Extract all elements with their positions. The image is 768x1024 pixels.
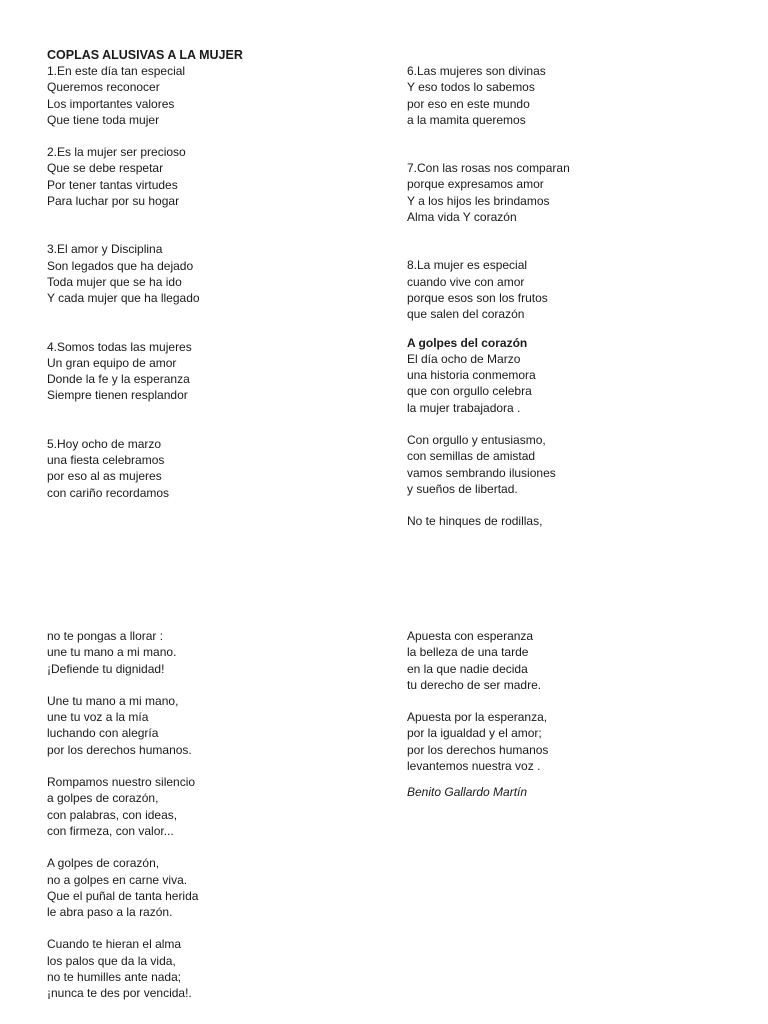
verse-line: en la que nadie decida	[407, 661, 528, 676]
verse-line: 3.El amor y Disciplina	[47, 242, 163, 257]
verse-line: A golpes de corazón,	[47, 856, 160, 871]
right-column-bottom	[407, 628, 737, 801]
verse-line: levantemos nuestra voz .	[407, 759, 541, 774]
verse-line: Y cada mujer que ha llegado	[47, 291, 200, 306]
verse-line: Cuando te hieran el alma	[47, 937, 182, 952]
verse-line: por eso al as mujeres	[47, 469, 162, 484]
verse-line: Y a los hijos les brindamos	[407, 193, 550, 208]
verse-line: no a golpes en carne viva.	[47, 872, 188, 887]
verse-line: con firmeza, con valor...	[47, 823, 174, 838]
copla-5	[47, 436, 377, 501]
verse-line: Un gran equipo de amor	[47, 355, 177, 370]
copla-1	[47, 63, 377, 128]
left-column-bottom	[47, 628, 377, 1002]
verse-line: une tu voz a la mía	[47, 710, 149, 725]
verse-line: porque esos son los frutos	[407, 290, 548, 305]
poem-stanza	[47, 693, 377, 758]
verse-line: a la mamita queremos	[407, 112, 526, 127]
copla-7	[407, 160, 737, 225]
verse-line: Que se debe respetar	[47, 161, 164, 176]
verse-line: Y eso todos lo sabemos	[407, 80, 535, 95]
verse-line: por eso en este mundo	[407, 96, 530, 111]
verse-line: una historia conmemora	[407, 368, 536, 383]
verse-line: Queremos reconocer	[47, 80, 160, 95]
verse-line: Apuesta con esperanza	[407, 629, 534, 643]
copla-6	[407, 63, 737, 128]
verse-line: 6.Las mujeres son divinas	[407, 64, 546, 78]
verse-line: ¡nunca te des por vencida!.	[47, 986, 192, 1001]
verse-line: con semillas de amistad	[407, 449, 536, 464]
verse-line: 2.Es la mujer ser precioso	[47, 145, 186, 160]
verse-line: une tu mano a mi mano.	[47, 645, 177, 660]
verse-line: Alma vida Y corazón	[407, 210, 517, 225]
verse-line: 4.Somos todas las mujeres	[47, 339, 192, 354]
verse-line: por la igualdad y el amor;	[407, 726, 542, 741]
poem-stanza	[47, 628, 377, 677]
verse-line: una fiesta celebramos	[47, 453, 165, 468]
verse-line: que salen del corazón	[407, 307, 525, 322]
verse-line: ¡Defiende tu dignidad!	[47, 661, 165, 676]
verse-line: El día ocho de Marzo	[407, 351, 521, 366]
verse-line: porque expresamos amor	[407, 177, 544, 192]
poem-stanza	[407, 432, 737, 497]
verse-line: 1.En este día tan especial	[47, 64, 186, 78]
poem-stanza	[47, 855, 377, 920]
verse-line: cuando vive con amor	[407, 274, 525, 289]
copla-8	[407, 257, 737, 322]
poem-stanza	[407, 351, 737, 416]
verse-line: 7.Con las rosas nos comparan	[407, 161, 570, 176]
verse-line: Toda mujer que se ha ido	[47, 274, 182, 289]
verse-line: Con orgullo y entusiasmo,	[407, 433, 546, 448]
verse-line: Rompamos nuestro silencio	[47, 775, 196, 790]
verse-line: Que el puñal de tanta herida	[47, 888, 199, 903]
poem-stanza	[407, 628, 737, 693]
poem-stanza	[47, 774, 377, 839]
verse-line: con palabras, con ideas,	[47, 807, 178, 822]
verse-line: 8.La mujer es especial	[407, 258, 528, 273]
verse-line: Para luchar por su hogar	[47, 194, 180, 209]
verse-line: vamos sembrando ilusiones	[407, 465, 556, 480]
document-title: COPLAS ALUSIVAS A LA MUJER	[47, 48, 243, 62]
poem-stanza	[47, 936, 377, 1001]
verse-line: Donde la fe y la esperanza	[47, 372, 190, 387]
verse-line: Son legados que ha dejado	[47, 258, 194, 273]
verse-line: le abra paso a la razón.	[47, 905, 173, 920]
poem-stanza	[407, 709, 737, 774]
verse-line: los palos que da la vida,	[47, 953, 176, 968]
verse-line: por los derechos humanos	[407, 742, 549, 757]
verse-line: y sueños de libertad.	[407, 481, 518, 496]
copla-4	[47, 339, 377, 404]
verse-line: tu derecho de ser madre.	[407, 677, 542, 692]
verse-line: Une tu mano a mi mano,	[47, 693, 179, 708]
verse-line: que con orgullo celebra	[407, 384, 532, 399]
verse-line: luchando con alegría	[47, 726, 159, 741]
verse-line: 5.Hoy ocho de marzo	[47, 436, 162, 451]
copla-3	[47, 241, 377, 306]
verse-line: la mujer trabajadora .	[407, 400, 521, 415]
verse-line: por los derechos humanos.	[47, 742, 192, 757]
verse-line: a golpes de corazón,	[47, 791, 159, 806]
right-column-top	[407, 63, 737, 530]
verse-line: la belleza de una tarde	[407, 645, 529, 660]
verse-line: no te humilles ante nada;	[47, 970, 182, 985]
verse-line: no te pongas a llorar :	[47, 629, 164, 643]
left-column-top	[47, 47, 377, 501]
author-signature: Benito Gallardo Martín	[407, 785, 528, 800]
verse-line: Siempre tienen resplandor	[47, 388, 188, 403]
poem-title: A golpes del corazón	[407, 335, 528, 350]
poem-stanza	[407, 513, 737, 529]
verse-line: con cariño recordamos	[47, 485, 170, 500]
verse-line: Que tiene toda mujer	[47, 112, 160, 127]
copla-2	[47, 144, 377, 209]
verse-line: Apuesta por la esperanza,	[407, 710, 548, 725]
verse-line: No te hinques de rodillas,	[407, 514, 543, 529]
verse-line: Los importantes valores	[47, 96, 175, 111]
verse-line: Por tener tantas virtudes	[47, 177, 178, 192]
